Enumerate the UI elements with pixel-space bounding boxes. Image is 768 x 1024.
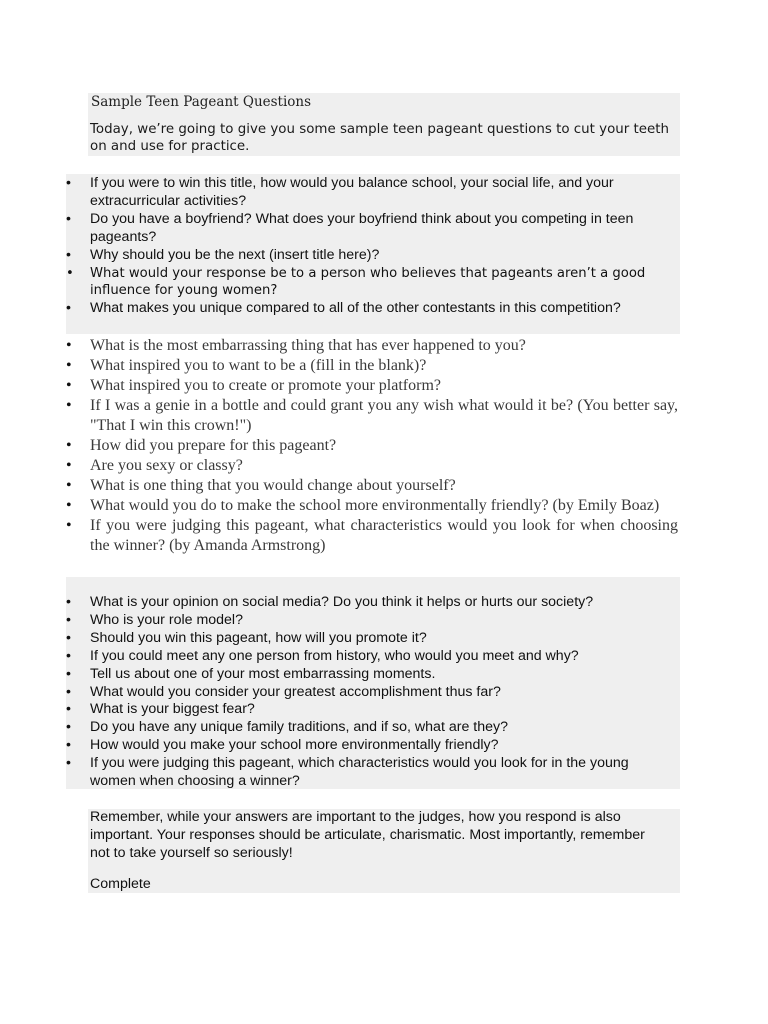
list-item-text: What is your biggest fear? xyxy=(90,701,255,718)
list-item-text: What is your opinion on social media? Do you think it helps or hurts our society? xyxy=(90,594,594,610)
bullet-icon: • xyxy=(66,701,71,718)
bullet-icon: • xyxy=(66,683,71,700)
bullet-icon: • xyxy=(66,594,71,610)
list-item xyxy=(66,175,675,211)
bullet-icon: • xyxy=(66,737,71,754)
list-item-text: What inspired you to create or promote your platform? xyxy=(90,377,441,394)
list-item xyxy=(66,629,675,648)
bullet-icon: • xyxy=(66,397,72,414)
bullet-icon: • xyxy=(66,337,72,354)
list-item-text: What would your response be to a person who believes that pageants aren’t a good influence for young women? xyxy=(90,265,646,299)
list-item xyxy=(66,476,678,496)
list-item-text: Do you have any unique family traditions, and if so, what are they? xyxy=(90,719,508,736)
question-list-2-items xyxy=(66,336,678,556)
list-item-text: Why should you be the next (insert title here)? xyxy=(90,246,380,263)
list-item-text: What makes you unique compared to all of the other contestants in this competition? xyxy=(90,300,621,317)
list-item xyxy=(66,496,678,516)
list-item-text: What inspired you to want to be a (fill in the blank)? xyxy=(90,357,427,374)
list-item-text: Do you have a boyfriend? What does your boyfriend think about you competing in teen pageants? xyxy=(90,210,634,245)
list-item-text: What is the most embarrassing thing that has ever happened to you? xyxy=(90,337,526,354)
list-item xyxy=(66,356,678,376)
closing-paragraph: Remember, while your answers are important to the judges, how you respond is also important. Your responses should be articulate, charismatic. Most importantly, remember not to take yourself so seriously! xyxy=(90,809,645,861)
document-title: Sample Teen Pageant Questions xyxy=(91,94,312,110)
list-item xyxy=(66,246,675,265)
list-item xyxy=(66,594,675,612)
list-item xyxy=(66,737,675,755)
bullet-icon: • xyxy=(66,611,71,628)
bullet-icon: • xyxy=(66,175,71,191)
list-item xyxy=(66,647,675,666)
bullet-icon: • xyxy=(66,665,71,682)
list-item-text: How would you make your school more environmentally friendly? xyxy=(90,737,499,754)
list-item xyxy=(66,611,675,630)
question-list-2 xyxy=(66,336,680,576)
bullet-icon: • xyxy=(66,647,71,664)
list-item-text: If I was a genie in a bottle and could grant you any wish what would it be? (You better say, "That I win this crown!") xyxy=(90,397,678,434)
bullet-icon: • xyxy=(66,517,72,534)
list-item xyxy=(66,376,678,396)
bullet-icon: • xyxy=(66,210,71,227)
list-item-text: What would you consider your greatest accomplishment thus far? xyxy=(90,683,501,700)
list-item-text: Tell us about one of your most embarrassing moments. xyxy=(90,665,436,682)
intro-paragraph: Today, we’re going to give you some sample teen pageant questions to cut your teeth on and use for practice. xyxy=(90,122,669,154)
question-list-3-items xyxy=(66,594,675,791)
bullet-icon: • xyxy=(66,265,74,281)
bullet-icon: • xyxy=(66,357,72,374)
closing-section xyxy=(88,809,680,893)
list-item-text: If you were to win this title, how would you balance school, your social life, and your extracurricular activities? xyxy=(90,175,614,209)
list-item-text: How did you prepare for this pageant? xyxy=(90,437,337,454)
list-item xyxy=(66,683,675,702)
list-item xyxy=(66,396,678,436)
list-item xyxy=(66,456,678,476)
bullet-icon: • xyxy=(66,719,71,736)
bullet-icon: • xyxy=(66,629,71,646)
complete-label: Complete xyxy=(90,876,151,892)
bullet-icon: • xyxy=(66,477,72,494)
list-item-text: What would you do to make the school more environmentally friendly? (by Emily Boaz) xyxy=(90,497,660,514)
question-list-1 xyxy=(66,174,680,334)
list-item-text: Are you sexy or classy? xyxy=(90,457,243,474)
list-item xyxy=(66,701,675,719)
bullet-icon: • xyxy=(66,437,72,454)
list-item xyxy=(66,755,675,791)
bullet-icon: • xyxy=(66,755,71,772)
list-item xyxy=(66,265,675,301)
list-item xyxy=(66,516,678,556)
list-item xyxy=(66,436,678,456)
bullet-icon: • xyxy=(66,457,72,474)
list-item-text: If you were judging this pageant, what characteristics would you look for when choosing the winner? (by Amanda Armstrong) xyxy=(90,517,678,554)
list-item xyxy=(66,210,675,247)
bullet-icon: • xyxy=(66,300,71,317)
list-item xyxy=(66,719,675,737)
list-item-text: What is one thing that you would change about yourself? xyxy=(90,477,456,494)
intro-section xyxy=(88,93,680,156)
list-item-text: Who is your role model? xyxy=(90,611,243,628)
list-item xyxy=(66,665,675,684)
list-item xyxy=(66,300,675,318)
question-list-3 xyxy=(66,577,680,789)
list-item xyxy=(66,336,678,356)
list-item-text: Should you win this pageant, how will you promote it? xyxy=(90,629,427,646)
bullet-icon: • xyxy=(66,497,72,514)
question-list-1-items xyxy=(66,175,675,318)
bullet-icon: • xyxy=(66,377,72,394)
bullet-icon: • xyxy=(66,246,71,263)
list-item-text: If you were judging this pageant, which characteristics would you look for in the young women when choosing a winner? xyxy=(90,755,629,790)
list-item-text: If you could meet any one person from history, who would you meet and why? xyxy=(90,647,579,664)
